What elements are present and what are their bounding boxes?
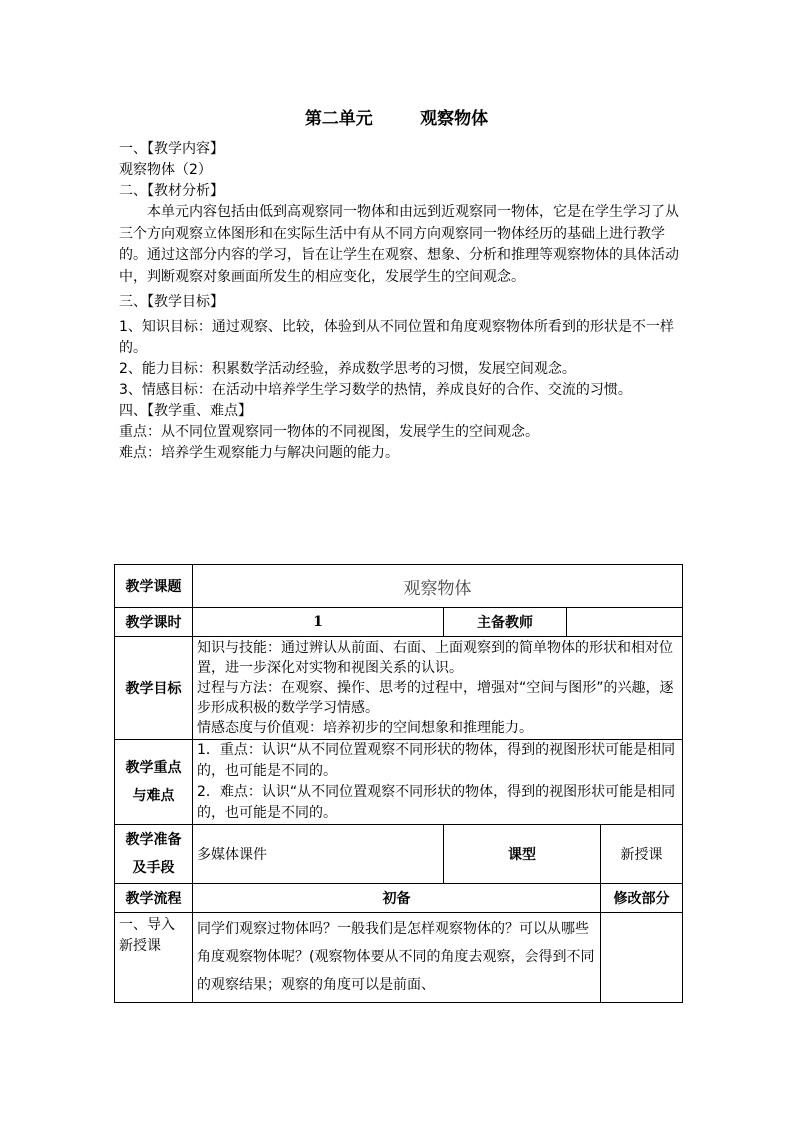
content-text: 观察物体（2） bbox=[119, 162, 212, 178]
teacher-value bbox=[567, 608, 683, 637]
focus-line-1: 1．重点：认识“从不同位置观察不同形状的物体，得到的视图形状可能是相同的，也可能是不同的。 bbox=[197, 742, 676, 779]
type-value: 新授课 bbox=[601, 825, 683, 884]
flow-label: 教学流程 bbox=[115, 884, 193, 913]
step1-revise bbox=[601, 913, 683, 1003]
focus-label-line-1: 教学重点 bbox=[125, 760, 182, 776]
key-point: 重点：从不同位置观察同一物体的不同视图，发展学生的空间观念。 bbox=[119, 424, 539, 440]
table-row bbox=[115, 565, 683, 608]
prep-label bbox=[115, 825, 193, 884]
goal-item-3: 3、情感目标：在活动中培养学生学习数学的热情，养成良好的合作、交流的习惯。 bbox=[119, 382, 632, 398]
lesson-plan-table bbox=[114, 564, 683, 1003]
analysis-heading: 二、【教材分析】 bbox=[119, 183, 224, 199]
revise-label: 修改部分 bbox=[601, 884, 683, 913]
table-row bbox=[115, 740, 683, 825]
table-row bbox=[115, 913, 683, 1003]
table-row bbox=[115, 637, 683, 740]
keypoints-heading: 四、【教学重、难点】 bbox=[119, 403, 252, 419]
page-title bbox=[0, 104, 793, 129]
draft-label: 初备 bbox=[193, 884, 601, 913]
difficult-point: 难点：培养学生观察能力与解决问题的能力。 bbox=[119, 445, 399, 461]
step1-label-line-2: 新授课 bbox=[119, 938, 161, 954]
goals-heading: 三、【教学目标】 bbox=[119, 294, 224, 310]
prep-value: 多媒体课件 bbox=[193, 825, 444, 884]
goal-label: 教学目标 bbox=[115, 637, 193, 740]
step1-label-line-1: 一、导入 bbox=[119, 917, 175, 933]
content-heading: 一、【教学内容】 bbox=[119, 141, 224, 157]
focus-label-line-2: 与难点 bbox=[132, 788, 175, 804]
unit-name: 第二单元 bbox=[304, 109, 373, 129]
unit-topic: 观察物体 bbox=[420, 109, 489, 129]
hours-label: 教学课时 bbox=[115, 608, 193, 637]
focus-line-2: 2．难点：认识“从不同位置观察不同形状的物体，得到的视图形状可能是相同的，也可能是不同的。 bbox=[197, 784, 676, 821]
goal-cell bbox=[193, 637, 683, 740]
hours-value: 1 bbox=[193, 608, 444, 637]
topic-value: 观察物体 bbox=[193, 565, 683, 608]
goal-item-1: 1、知识目标：通过观察、比较，体验到从不同位置和角度观察物体所看到的形状是不一样的。 bbox=[119, 319, 674, 356]
goal-line-2: 过程与方法：在观察、操作、思考的过程中，增强对“空间与图形”的兴趣，逐步形成积极的数学学习情感。 bbox=[197, 680, 674, 716]
goal-item-2: 2、能力目标：积累数学活动经验，养成数学思考的习惯，发展空间观念。 bbox=[119, 361, 576, 377]
step1-text: 同学们观察过物体吗？一般我们是怎样观察物体的？可以从哪些角度观察物体呢？(观察物体要从不同的角度去观察，会得到不同的观察结果；观察的角度可以是前面、 bbox=[193, 913, 601, 1003]
focus-label bbox=[115, 740, 193, 825]
prep-label-line-2: 及手段 bbox=[132, 860, 175, 876]
goal-line-1: 知识与技能：通过辨认从前面、右面、上面观察到的简单物体的形状和相对位置，进一步深化对实物和视图关系的认识。 bbox=[197, 640, 673, 676]
teacher-label: 主备教师 bbox=[444, 608, 567, 637]
topic-label: 教学课题 bbox=[115, 565, 193, 608]
prep-label-line-1: 教学准备 bbox=[125, 832, 182, 848]
lesson-overview bbox=[119, 139, 685, 464]
goal-line-3: 情感态度与价值观：培养初步的空间想象和推理能力。 bbox=[197, 720, 533, 736]
table-row bbox=[115, 608, 683, 637]
table-row bbox=[115, 884, 683, 913]
step1-label bbox=[115, 913, 193, 1003]
type-label: 课型 bbox=[444, 825, 601, 884]
analysis-text: 本单元内容包括由低到高观察同一物体和由远到近观察同一物体，它是在学生学习了从三个方向观察立体图形和在实际生活中有从不同方向观察同一物体经历的基础上进行教学的。通过这部分内容的学习，旨在让学生在观察、想象、分析和推理等观察物体的具体活动中，判断观察对象画面所发生的相应变化，发展学生的空间观念。 bbox=[119, 204, 679, 285]
table-row bbox=[115, 825, 683, 884]
focus-cell bbox=[193, 740, 683, 825]
